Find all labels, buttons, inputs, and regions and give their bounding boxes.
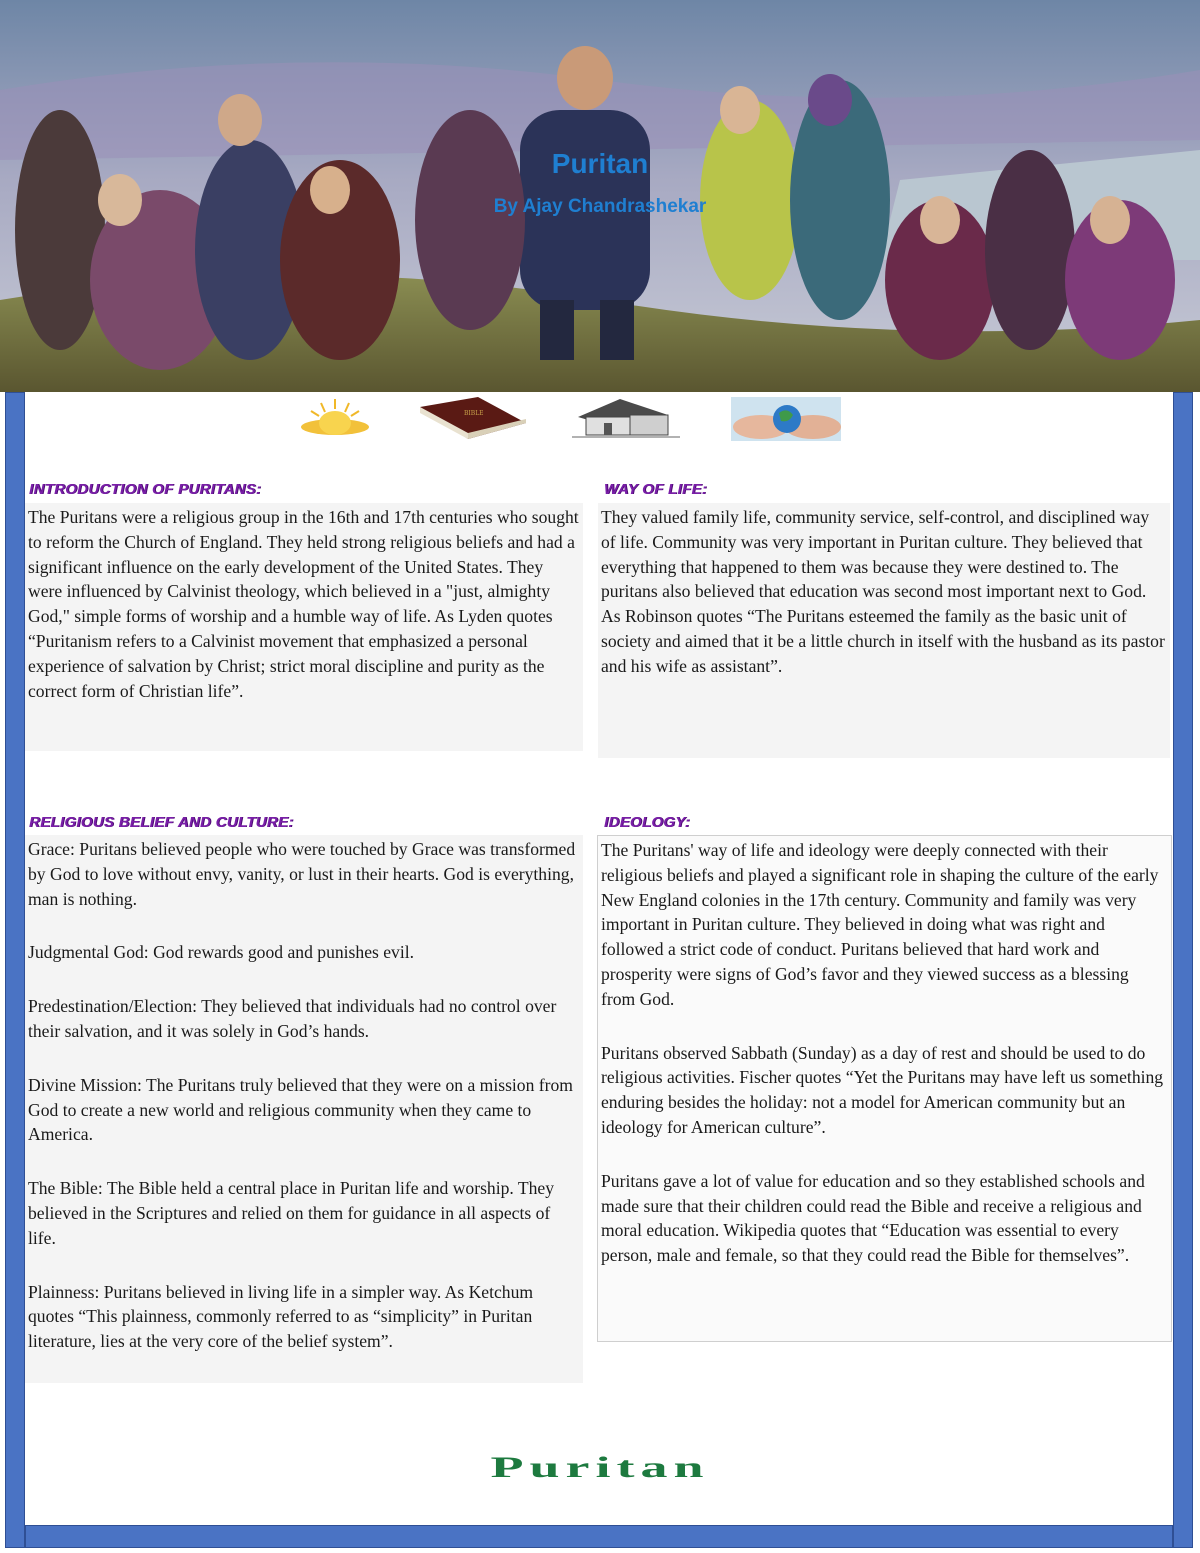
bible-icon [416, 397, 530, 441]
ideology-paragraph-2: Puritans observed Sabbath (Sunday) as a day of rest and should be used to do religious activities. Fischer quotes “Yet the Puritans may have left us something enduring besides the holiday: not a model for American community but an ideology for American culture”. [601, 1042, 1164, 1137]
page-title: Puritan [551, 148, 649, 179]
introduction-paragraph: The Puritans were a religious group in the 16th and 17th centuries who sought to reform the Church of England. They held strong religious beliefs and had a significant influence on the early development of the United States. They were influenced by Calvinist theology, which believed in a "just, almighty God," simple forms of worship and a humble way of life. As Lyden quotes “Puritanism refers to a Calvinist movement that emphasized a personal experience of salvation by Christ; strict moral discipline and purity as the correct form of Christian life”. [28, 507, 579, 701]
belief-bible: The Bible: The Bible held a central place in Puritan life and worship. They believed in the Scriptures and relied on them for guidance in all aspects of life. [28, 1178, 555, 1248]
belief-divine-mission: Divine Mission: The Puritans truly believed that they were on a mission from God to create a new world and religious community when they came to America. [28, 1074, 573, 1145]
church-icon [568, 397, 684, 441]
introduction-text-box [25, 503, 583, 751]
ideology-paragraph-1: The Puritans' way of life and ideology were deeply connected with their religious beliefs and played a significant role in shaping the culture of the early New England colonies in the 17th century. Community and family was very important in Puritan culture. They believed in doing what was right and followed a strict code of conduct. Puritans believed that hard work and prosperity were signs of God’s favor and they viewed success as a blessing from God. [601, 840, 1159, 1009]
globe-in-hands-icon [731, 397, 841, 441]
way-of-life-text-box [598, 503, 1170, 758]
heading-ideology: IDEOLOGY: [604, 814, 691, 831]
sun-icon [297, 397, 373, 441]
header-painting [0, 0, 1200, 392]
heading-introduction: INTRODUCTION OF PURITANS: [29, 481, 262, 498]
frame-left-bar [5, 392, 25, 1548]
puritan-logo: Puritan [490, 1450, 710, 1484]
belief-plainness: Plainness: Puritans believed in living life in a simpler way. As Ketchum quotes “This plainness, commonly referred to as “simplicity” in Puritan literature, lies at the very core of the belief system”. [28, 1281, 534, 1352]
belief-judgmental-god: Judgmental God: God rewards good and punishes evil. [28, 942, 415, 963]
belief-grace: Grace: Puritans believed people who were touched by Grace was transformed by God to love without envy, vanity, or lust in their hearts. God is everything, man is nothing. [28, 839, 576, 909]
ideology-text-box [597, 835, 1172, 1342]
heading-way-of-life: WAY OF LIFE: [604, 481, 708, 498]
religious-belief-text-box [25, 835, 583, 1383]
way-of-life-paragraph: They valued family life, community service, self-control, and disciplined way of life. Community was very important in Puritan culture. They believed that everything that happened to them was because they were destined to. The puritans also believed that education was second most important next to God. As Robinson quotes “The Puritans esteemed the family as the basic unit of society and aimed that it be a little church in itself with the husband as its pastor and his wife as assistant”. [601, 507, 1165, 676]
svg-text:BIBLE: BIBLE [464, 410, 484, 417]
heading-religious-belief: RELIGIOUS BELIEF AND CULTURE: [29, 814, 294, 831]
ideology-paragraph-3: Puritans gave a lot of value for education and so they established schools and made sure that their children could read the Bible and receive a religious and moral education. Wikipedia quotes that “Education was essential to every person, male and female, so that they could read the Bible for themselves”. [601, 1170, 1145, 1266]
frame-right-bar [1173, 392, 1193, 1548]
belief-predestination: Predestination/Election: They believed that individuals had no control over their salvation, and it was solely in God’s hands. [28, 996, 557, 1041]
frame-bottom-bar [25, 1525, 1173, 1548]
author-byline: By Ajay Chandrashekar [493, 196, 707, 217]
